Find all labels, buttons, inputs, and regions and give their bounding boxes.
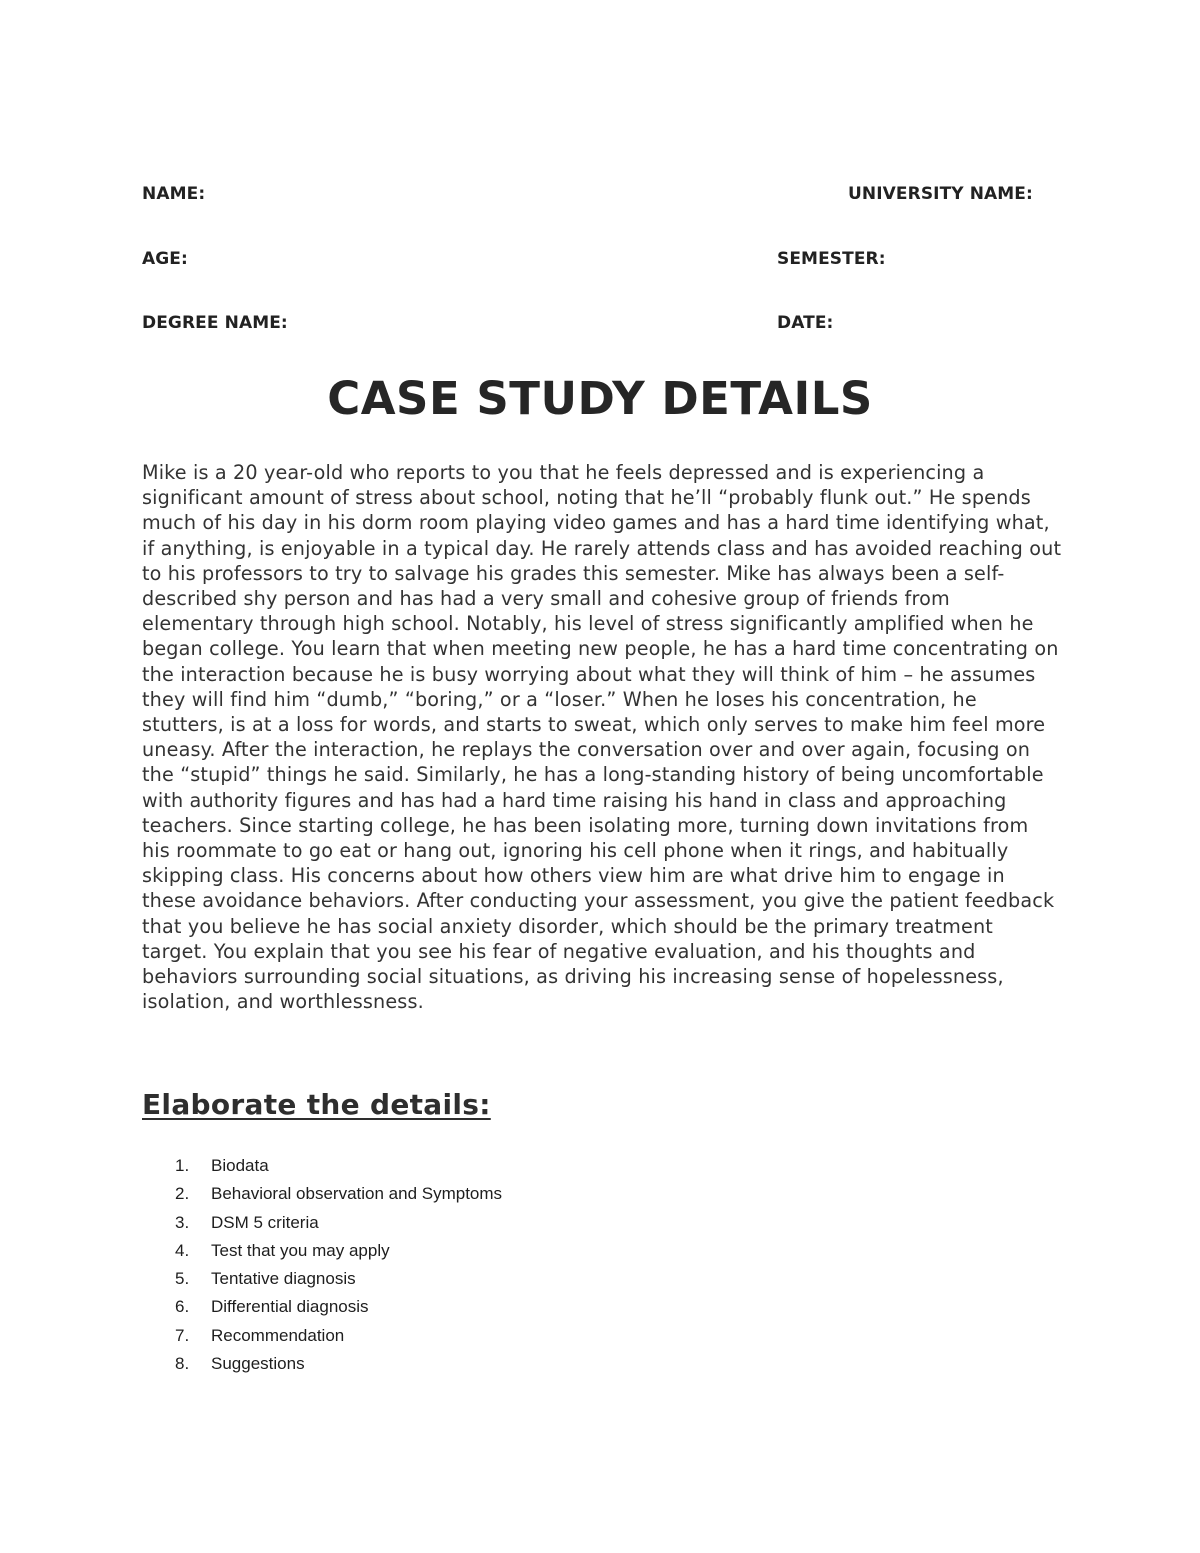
case-description: Mike is a 20 year-old who reports to you that he feels depressed and is experiencing a significant amount of stress about school, noting that he’ll “probably flunk out.” He spends much of his day in his dorm room playing video games and has a hard time identifying what, if anything, is enjoyable in a typical day. He rarely attends class and has avoided reaching out to his professors to try to salvage his grades this semester. Mike has always been a self-described shy person and has had a very small and cohesive group of friends from elementary through high school. Notably, his level of stress significantly amplified when he began college. You learn that when meeting new people, he has a hard time concentrating on the interaction because he is busy worrying about what they will think of him – he assumes they will find him “dumb,” “boring,” or a “loser.” When he loses his concentration, he stutters, is at a loss for words, and starts to sweat, which only serves to make him feel more uneasy. After the interaction, he replays the conversation over and over again, focusing on the “stupid” things he said. Similarly, he has a long-standing history of being uncomfortable with authority figures and has had a hard time raising his hand in class and approaching teachers. Since starting college, he has been isolating more, turning down invitations from his roommate to go eat or hang out, ignoring his cell phone when it rings, and habitually skipping class. His concerns about how others view him are what drive him to engage in these avoidance behaviors. After conducting your assessment, you give the patient feedback that you believe he has social anxiety disorder, which should be the primary treatment target. You explain that you see his fear of negative evaluation, and his thoughts and behaviors surrounding social situations, as driving his increasing sense of hopelessness, isolation, and worthlessness. xyxy=(142,461,1062,1014)
list-item-number: 6. xyxy=(175,1297,190,1317)
list-item-label: Suggestions xyxy=(211,1354,305,1374)
list-item-label: Recommendation xyxy=(211,1325,345,1345)
list-item xyxy=(142,1152,502,1180)
degree-name-field-label: DEGREE NAME: xyxy=(142,313,288,333)
name-field-label: NAME: xyxy=(142,184,206,204)
list-item xyxy=(142,1322,502,1350)
university-name-field-label: UNIVERSITY NAME: xyxy=(848,184,1033,204)
page-title: CASE STUDY DETAILS xyxy=(327,372,873,425)
list-item-number: 5. xyxy=(175,1269,190,1289)
list-item xyxy=(142,1180,502,1208)
list-item xyxy=(142,1209,502,1237)
list-item-number: 2. xyxy=(175,1184,190,1204)
elaborate-list xyxy=(142,1152,502,1378)
semester-field-label: SEMESTER: xyxy=(777,249,886,269)
list-item-label: DSM 5 criteria xyxy=(211,1212,319,1232)
list-item xyxy=(142,1237,502,1265)
list-item-label: Differential diagnosis xyxy=(211,1297,369,1317)
list-item-number: 7. xyxy=(175,1325,190,1345)
list-item-number: 1. xyxy=(175,1156,190,1175)
date-field-label: DATE: xyxy=(777,313,834,333)
list-item-label: Tentative diagnosis xyxy=(211,1269,356,1289)
list-item xyxy=(142,1293,502,1321)
elaborate-heading: Elaborate the details: xyxy=(142,1088,491,1121)
list-item xyxy=(142,1350,502,1378)
list-item-label: Biodata xyxy=(211,1156,269,1175)
list-item-number: 3. xyxy=(175,1212,190,1232)
list-item-label: Test that you may apply xyxy=(211,1240,390,1260)
list-item-number: 4. xyxy=(175,1240,190,1260)
list-item-label: Behavioral observation and Symptoms xyxy=(211,1184,503,1204)
list-item-number: 8. xyxy=(175,1354,190,1374)
age-field-label: AGE: xyxy=(142,249,188,269)
list-item xyxy=(142,1265,502,1293)
